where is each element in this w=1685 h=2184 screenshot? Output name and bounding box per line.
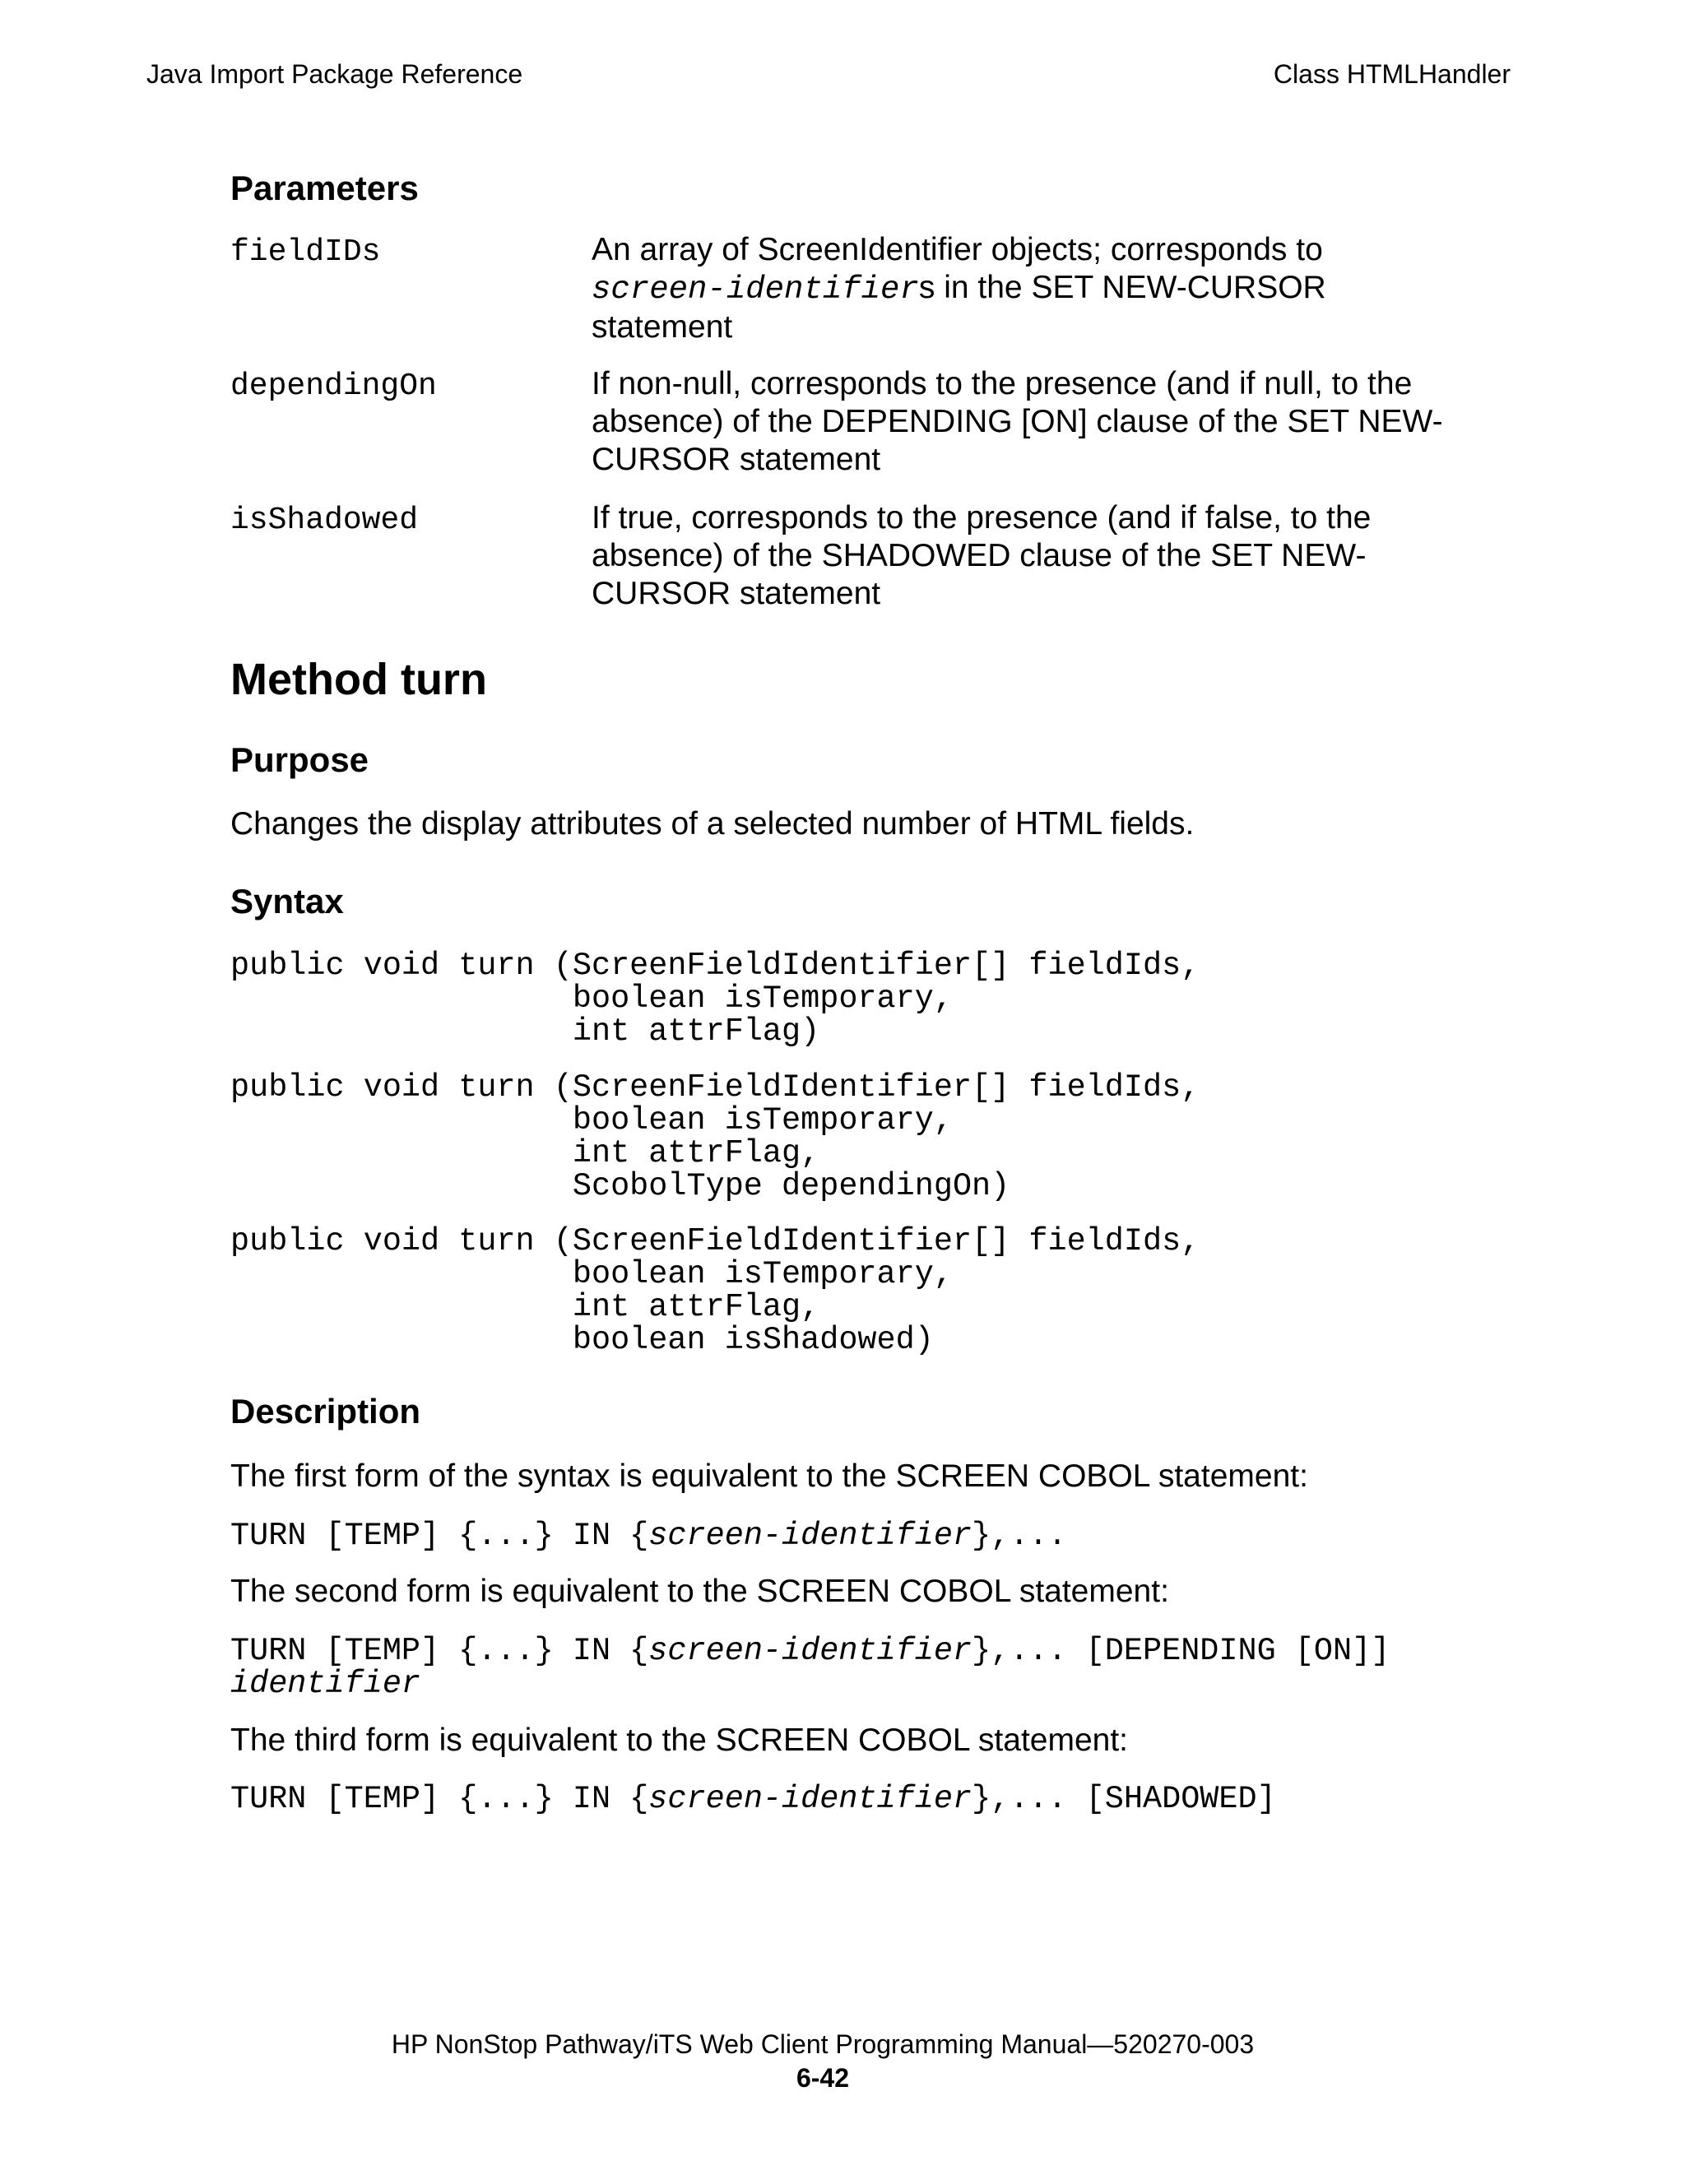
code-text: TURN [TEMP] {...} IN { bbox=[230, 1518, 649, 1554]
footer-manual-title: HP NonStop Pathway/iTS Web Client Programming Manual—520270-003 bbox=[391, 2029, 1255, 2059]
parameters-heading: Parameters bbox=[230, 169, 419, 207]
param-name-dependingon: dependingOn bbox=[230, 369, 437, 404]
code-text: },... [DEPENDING [ON]] bbox=[972, 1633, 1390, 1669]
param-desc-code: screen-identifier bbox=[592, 271, 919, 308]
description-heading: Description bbox=[230, 1392, 421, 1430]
param-desc-rest: s in the SET NEW-CURSOR statement bbox=[592, 270, 1326, 345]
param-desc-line: An array of ScreenIdentifier objects; corresponds to bbox=[592, 232, 1323, 267]
code-text: TURN [TEMP] {...} IN { bbox=[230, 1781, 649, 1817]
purpose-heading: Purpose bbox=[230, 740, 369, 779]
code-italic: identifier bbox=[230, 1666, 421, 1702]
purpose-text: Changes the display attributes of a selected number of HTML fields. bbox=[230, 806, 1195, 842]
page-header-right: Class HTMLHandler bbox=[1273, 59, 1511, 89]
syntax-heading: Syntax bbox=[230, 882, 344, 920]
syntax-block-2: public void turn (ScreenFieldIdentifier[] fieldIds, boolean isTemporary, int attrFlag, ScobolType dependingOn) bbox=[230, 1069, 1200, 1204]
code-statement-3 bbox=[230, 1783, 1276, 1815]
param-desc-dependingon: If non-null, corresponds to the presence (and if null, to the absence) of the DEPENDING [ON] clause of the SET NEW-CURSOR statement bbox=[592, 366, 1443, 477]
method-title: Method turn bbox=[230, 655, 487, 704]
code-text: },... [SHADOWED] bbox=[972, 1781, 1276, 1817]
page-header-left: Java Import Package Reference bbox=[146, 59, 523, 89]
param-name-fieldids: fieldIDs bbox=[230, 234, 381, 270]
syntax-block-1: public void turn (ScreenFieldIdentifier[] fieldIds, boolean isTemporary, int attrFlag) bbox=[230, 948, 1200, 1050]
code-statement-2 bbox=[230, 1635, 1390, 1700]
syntax-block-3: public void turn (ScreenFieldIdentifier[] fieldIds, boolean isTemporary, int attrFlag, boolean isShadowed) bbox=[230, 1223, 1200, 1358]
description-para-2: The second form is equivalent to the SCREEN COBOL statement: bbox=[230, 1574, 1169, 1609]
code-italic: screen-identifier bbox=[648, 1518, 972, 1554]
code-italic: screen-identifier bbox=[648, 1781, 972, 1817]
param-desc-fieldids bbox=[592, 231, 1455, 346]
description-para-1: The first form of the syntax is equivalent to the SCREEN COBOL statement: bbox=[230, 1458, 1308, 1494]
code-text: TURN [TEMP] {...} IN { bbox=[230, 1633, 649, 1669]
footer-page-number: 6-42 bbox=[796, 2063, 850, 2093]
code-italic: screen-identifier bbox=[648, 1633, 972, 1669]
code-text: },... bbox=[972, 1518, 1067, 1554]
description-para-3: The third form is equivalent to the SCREEN COBOL statement: bbox=[230, 1723, 1129, 1758]
code-statement-1 bbox=[230, 1519, 1067, 1552]
param-desc-isshadowed: If true, corresponds to the presence (and if false, to the absence) of the SHADOWED clause of the SET NEW-CURSOR statement bbox=[592, 500, 1372, 611]
param-name-isshadowed: isShadowed bbox=[230, 503, 419, 538]
